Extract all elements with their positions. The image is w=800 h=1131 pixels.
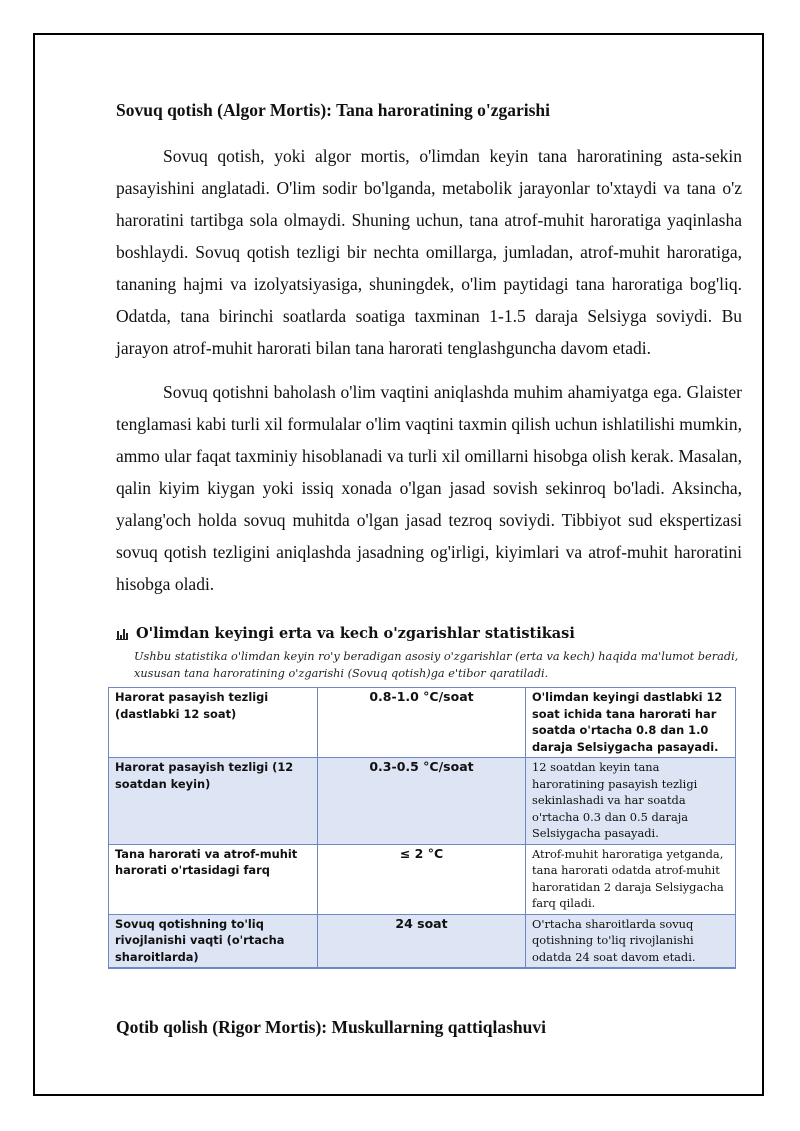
stats-title [116, 624, 742, 644]
stats-table [108, 687, 736, 969]
paragraph-2: Sovuq qotishni baholash o'lim vaqtini aniqlashda muhim ahamiyatga ega. Glaister tenglamasi kabi turli xil formulalar o'lim vaqtini taxmin qilish uchun ishlatilishi mumkin, ammo ular faqat taxminiy hisoblanadi va turli xil omillarni hisobga olish kerak. Masalan, qalin kiyim kiygan yoki issiq xonada o'lgan jasad sovish sekinroq bo'ladi. Aksincha, yalang'och holda sovuq muhitda o'lgan jasad tezroq soviydi. Tibbiyot sud ekspertizasi sovuq qotish tezligini aniqlashda jasadning og'irligi, kiyimlari va atrof-muhit haroratini hisobga oladi. [116, 382, 742, 594]
row-note: O'rtacha sharoitlarda sovuq qotishning to'liq rivojlanishi odatda 24 soat davom etadi. [526, 914, 736, 968]
section-heading-rigor-mortis: Qotib qolish (Rigor Mortis): Muskullarning qattiqlashuvi [116, 1017, 546, 1037]
row-label: Harorat pasayish tezligi (dastlabki 12 soat) [109, 688, 318, 758]
row-note: Atrof-muhit haroratiga yetganda, tana harorati odatda atrof-muhit haroratidan 2 daraja Selsiygacha farq qiladi. [526, 844, 736, 914]
row-value: 0.3-0.5 °C/soat [318, 758, 526, 845]
row-note: 12 soatdan keyin tana haroratining pasayish tezligi sekinlashadi va har soatda o'rtacha 0.3 dan 0.5 daraja Selsiygacha pasayadi. [526, 758, 736, 845]
paragraph-1: Sovuq qotish, yoki algor mortis, o'limdan keyin tana haroratining asta-sekin pasayishini anglatadi. O'lim sodir bo'lganda, metabolik jarayonlar to'xtaydi va tana o'z haroratini tartibga sola olmaydi. Shuning uchun, tana atrof-muhit haroratiga yaqinlasha boshlaydi. Sovuq qotish tezligi bir nechta omillarga, jumladan, atrof-muhit haroratiga, tananing hajmi va izolyatsiyasiga, shuningdek, o'lim paytidagi tana haroratiga bog'liq. Odatda, tana birinchi soatlarda soatiga taxminan 1-1.5 daraja Selsiyga soviydi. Bu jarayon atrof-muhit harorati bilan tana harorati tenglashguncha davom etadi. [116, 146, 742, 358]
stats-description: Ushbu statistika o'limdan keyin ro'y beradigan asosiy o'zgarishlar (erta va kech) haqida ma'lumot beradi, xususan tana haroratining o'zgarishi (Sovuq qotish)ga e'tibor qaratiladi. [134, 650, 739, 680]
row-value: 0.8-1.0 °C/soat [318, 688, 526, 758]
row-label: Tana harorati va atrof-muhit harorati o'rtasidagi farq [109, 844, 318, 914]
stats-title-text: O'limdan keyingi erta va kech o'zgarishlar statistikasi [136, 625, 575, 642]
table-row [109, 844, 736, 914]
row-value: ≤ 2 °C [318, 844, 526, 914]
table-row [109, 914, 736, 968]
table-row [109, 688, 736, 758]
table-row [109, 758, 736, 845]
section-heading-algor-mortis: Sovuq qotish (Algor Mortis): Tana haroratining o'zgarishi [116, 100, 550, 120]
row-note: O'limdan keyingi dastlabki 12 soat ichida tana harorati har soatda o'rtacha 0.8 dan 1.0 daraja Selsiygacha pasayadi. [526, 688, 736, 758]
document-content [116, 98, 742, 1039]
row-label: Harorat pasayish tezligi (12 soatdan keyin) [109, 758, 318, 845]
bar-chart-icon [116, 628, 128, 640]
row-value: 24 soat [318, 914, 526, 968]
row-label: Sovuq qotishning to'liq rivojlanishi vaqti (o'rtacha sharoitlarda) [109, 914, 318, 968]
